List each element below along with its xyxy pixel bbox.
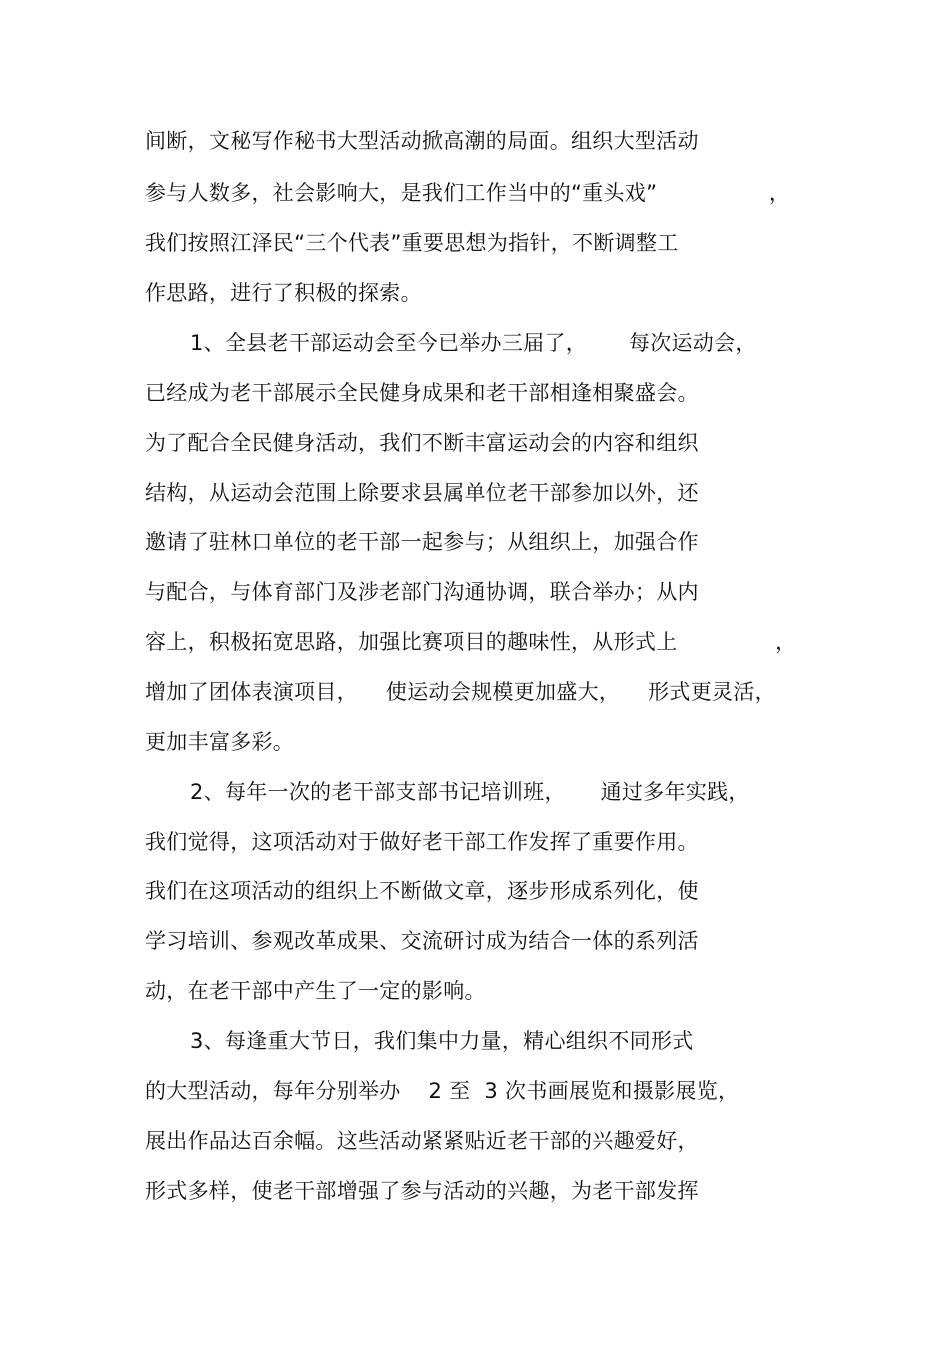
text-line: 已经成为老干部展示全民健身成果和老干部相逢相聚盛会。 (145, 381, 699, 405)
text-line: 间断，文秘写作秘书大型活动掀高潮的局面。组织大型活动 (145, 129, 699, 153)
text-line: 作思路，进行了积极的探索。 (145, 281, 422, 305)
text-line: 为了配合全民健身活动，我们不断丰富运动会的内容和组织 (145, 431, 699, 455)
text-line: 我们按照江泽民“三个代表”重要思想为指针，不断调整工 (145, 231, 679, 255)
text-line: 动，在老干部中产生了一定的影响。 (145, 979, 486, 1003)
text-line: 与配合，与体育部门及涉老部门沟通协调，联合举办；从内 (145, 580, 699, 604)
text-line: 我们在这项活动的组织上不断做文章，逐步形成系列化，使 (145, 879, 699, 903)
text-line: 增加了团体表演项目， 使运动会规模更加盛大， 形式更灵活， (145, 680, 776, 704)
text-line: 形式多样，使老干部增强了参与活动的兴趣，为老干部发挥 (145, 1179, 699, 1203)
paragraph-1-start: 1、全县老干部运动会至今已举办三届了， 每次运动会， (190, 331, 757, 355)
paragraph-3-start: 3、每逢重大节日，我们集中力量，精心组织不同形式 (190, 1029, 694, 1053)
text-line: 容上，积极拓宽思路，加强比赛项目的趣味性，从形式上 ， (145, 630, 797, 654)
text-line: 的大型活动，每年分别举办 2 至 3 次书画展览和摄影展览， (145, 1079, 740, 1103)
text-line: 更加丰富多彩。 (145, 730, 295, 754)
text-line: 展出作品达百余幅。这些活动紧紧贴近老干部的兴趣爱好， (145, 1129, 699, 1153)
text-line: 参与人数多，社会影响大，是我们工作当中的“重头戏” ， (145, 181, 791, 205)
text-line: 邀请了驻林口单位的老干部一起参与；从组织上，加强合作 (145, 530, 699, 554)
text-line: 学习培训、参观改革成果、交流研讨成为结合一体的系列活 (145, 929, 699, 953)
paragraph-2-start: 2、每年一次的老干部支部书记培训班， 通过多年实践， (190, 780, 750, 804)
text-line: 结构，从运动会范围上除要求县属单位老干部参加以外，还 (145, 481, 699, 505)
text-line: 我们觉得，这项活动对于做好老干部工作发挥了重要作用。 (145, 830, 699, 854)
